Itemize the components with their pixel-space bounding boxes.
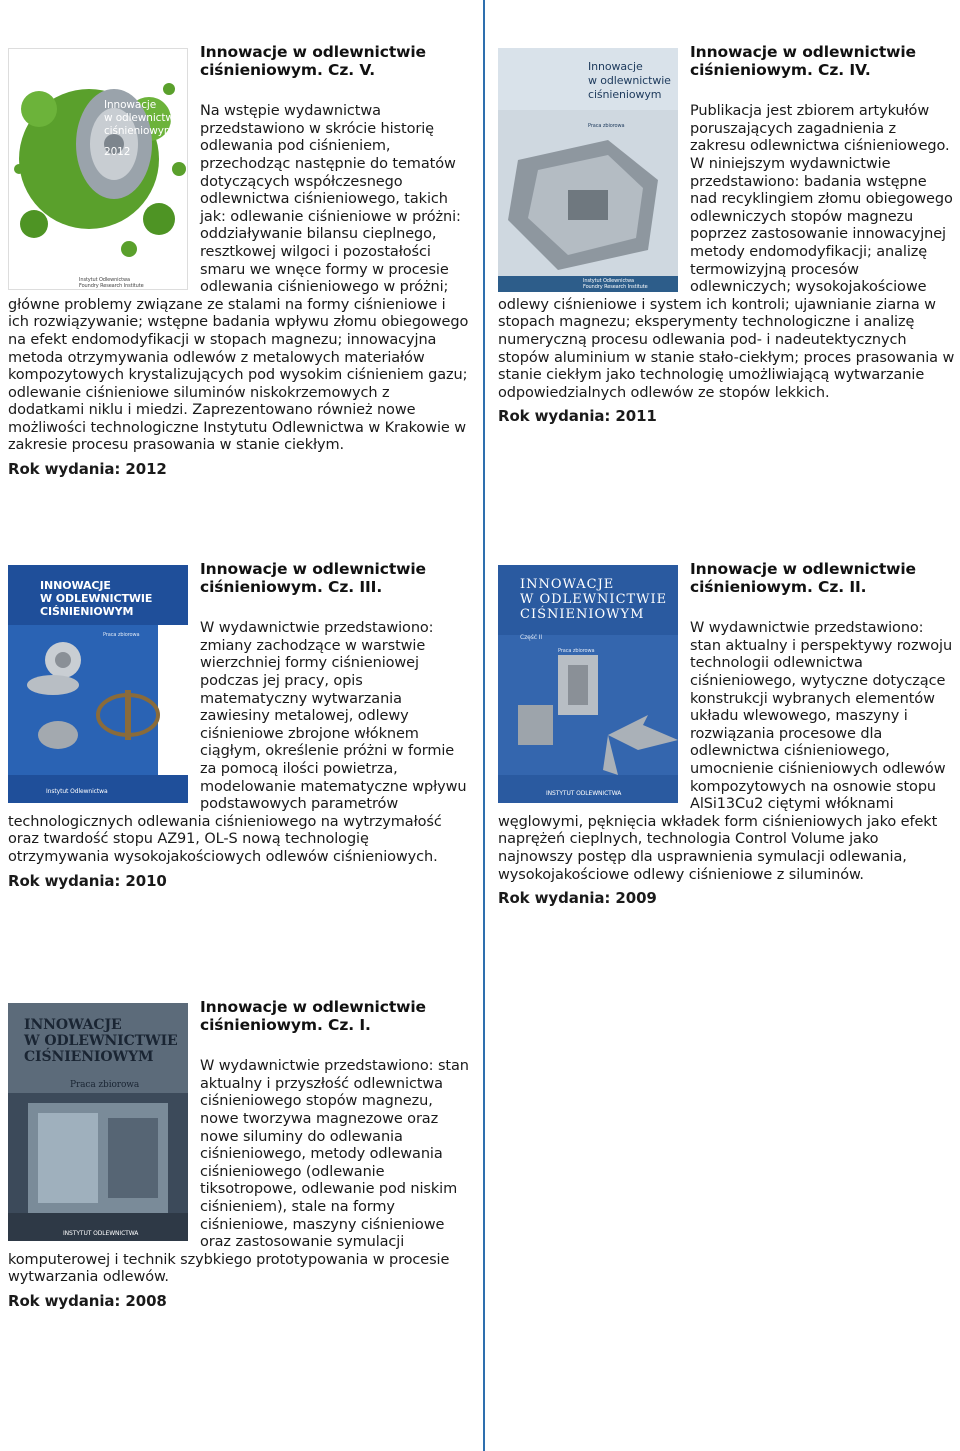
book-description: Na wstępie wydawnictwa przedstawiono w skrócie historię odlewania pod ciśnieniem, przechodząc następnie do tematów dotyczących współczesnego odlewnictwa ciśnieniowego, takich jak: odlewanie ciśnieniowe w próżni: oddziaływanie bilansu cieplnego, resztkowej wilgoci i pozostałości smaru we wnęce formy w procesie odlewania ciśnieniowego w próżni; główne problemy związane ze stalami na formy ciśnieniowe i ich rozwiązywanie; wstępne badania wpływu złomu obiegowego na efekt endomodyfikacji w stopach magnezu; innowacyjna metoda otrzymywania odlewów z metalowych materiałów kompozytowych krystalizujących pod wysokim ciśnieniem gazu; odlewanie ciśnieniowe siluminów niskokrzemowych z dodatkami niklu i miedzi. Zaprezentowano również nowe możliwości technologiczne Instytutu Odlewnictwa w Krakowie w zakresie procesu prasowania w stanie ciekłym. — [8, 103, 469, 454]
book-title: Innowacje w odlewnictwie ciśnieniowym. Cz. V. — [200, 43, 426, 79]
book-description: Publikacja jest zbiorem artykułów poruszających zagadnienia z zakresu odlewnictwa ciśnieniowego. W niniejszym wydawnictwie przedstawiono: badania wstępne nad recyklingiem złomu obiegowego odlewniczych stopów magnezu poprzez zastosowanie innowacyjnej metody endomodyfikacji; analizę termowizyjną procesów odlewniczych; wysokojakościowe odlewy ciśnieniowe i system ich kontroli; ujawnianie ziarna w stopach magnezu; eksperymenty technologiczne i analizę numeryczną procesu odlewania pod- i nadeutektycznych stopów aluminium w stanie stało-ciekłym; proces prasowania w stanie ciekłym jako technologię umożliwiającą wytwarzanie odpowiedzialnych odlewów ze stopów lekkich. — [498, 103, 955, 401]
publication-year: Rok wydania: 2010 — [8, 871, 167, 890]
cover-subtitle: Praca zbiorowa — [70, 1080, 140, 1090]
book-description: W wydawnictwie przedstawiono: stan aktualny i perspektywy rozwoju technologii odlewnictwa ciśnieniowego, wytyczne dotyczące konstrukcji wybranych elementów układu wlewowego, maszyny i rozwiązania procesowe dla odlewnictwa ciśnieniowego, umocnienie ciśnieniowych odlewów kompozytowych na osnowie stopu AlSi13Cu2 ciętymi włóknami węglowymi, pęknięcia wkładek form ciśnieniowych jako efekt naprężeń cieplnych, technologia Control Volume jako najnowszy postęp dla usprawnienia symulacji odlewania, wysokojakościowe odlewy ciśnieniowe z siluminów. — [498, 620, 953, 883]
book-title: Innowacje w odlewnictwie ciśnieniowym. Cz. III. — [200, 560, 426, 596]
cover-publisher: Instytut Odlewnictwa Foundry Research Institute — [583, 278, 648, 290]
publication-year: Rok wydania: 2011 — [498, 407, 657, 426]
cover-subtitle: Praca zbiorowa — [103, 632, 140, 638]
book-title: Innowacje w odlewnictwie ciśnieniowym. Cz. I. — [200, 998, 426, 1034]
cover-part: Część II — [520, 634, 543, 641]
cover-title-lines: INNOWACJE W ODLEWNICTWIE CIŚNIENIOWYM — [40, 579, 153, 618]
publication-year: Rok wydania: 2009 — [498, 889, 657, 908]
publication-year: Rok wydania: 2012 — [8, 460, 167, 479]
book-entry-part-4 — [498, 44, 956, 426]
cover-title-lines: Innowacje w odlewnictwie ciśnieniowym 2012 — [104, 99, 184, 158]
cover-title-lines: INNOWACJE W ODLEWNICTWIE CIŚNIENIOWYM — [520, 577, 668, 622]
book-description: W wydawnictwie przedstawiono: stan aktualny i przyszłość odlewnictwa ciśnieniowego stopów magnezu, nowe tworzywa magnezowe oraz nowe siluminy do odlewania ciśnieniowego, metody odlewania ciśnieniowego (odlewanie tiksotropowe, odlewanie pod niskim ciśnieniem), stale na formy ciśnieniowe, maszyny ciśnieniowe oraz zastosowanie symulacji komputerowej i technik szybkiego prototypowania w procesie wytwarzania odlewów. — [8, 1058, 469, 1286]
book-description: W wydawnictwie przedstawiono: zmiany zachodzące w warstwie wierzchniej formy ciśnieniowej podczas jej pracy, opis matematyczny wytwarzania zawiesiny metalowej, odlewy ciśnieniowe zbrojone włóknem ciągłym, określenie próżni w formie za pomocą ilości powietrza, modelowanie matematyczne wpływu podstawowych parametrów technologicznych odlewania ciśnieniowego na wytrzymałość oraz twardość stopu AZ91, OL-S nową technologię otrzymywania wysokojakościowych odlewów ciśnieniowych. — [8, 620, 467, 865]
book-entry-part-3 — [8, 561, 470, 890]
cover-title-lines: Innowacje w odlewnictwie ciśnieniowym — [588, 60, 671, 101]
book-title: Innowacje w odlewnictwie ciśnieniowym. Cz. II. — [690, 560, 916, 596]
publication-year: Rok wydania: 2008 — [8, 1291, 167, 1310]
cover-title-lines: INNOWACJE W ODLEWNICTWIE CIŚNIENIOWYM — [24, 1017, 178, 1065]
book-cover-part-5[interactable] — [8, 48, 188, 290]
book-entry-part-5 — [8, 44, 470, 479]
book-title: Innowacje w odlewnictwie ciśnieniowym. Cz. IV. — [690, 43, 916, 79]
book-cover-part-3[interactable] — [8, 565, 188, 803]
cover-publisher: Instytut Odlewnictwa — [46, 788, 108, 795]
cover-subtitle: Praca zbiorowa — [558, 648, 595, 654]
book-entry-part-2 — [498, 561, 956, 908]
column-divider — [483, 0, 485, 1451]
book-cover-part-1[interactable] — [8, 1003, 188, 1241]
cover-publisher: Instytut Odlewnictwa Foundry Research Institute — [79, 277, 144, 289]
book-cover-part-4[interactable] — [498, 48, 678, 292]
book-entry-part-1 — [8, 999, 470, 1311]
green-splash-art — [9, 49, 188, 290]
book-cover-part-2[interactable] — [498, 565, 678, 803]
cover-publisher: INSTYTUT ODLEWNICTWA — [63, 1230, 139, 1237]
cover-publisher: INSTYTUT ODLEWNICTWA — [546, 790, 622, 797]
cover-subtitle: Praca zbiorowa — [588, 123, 625, 129]
